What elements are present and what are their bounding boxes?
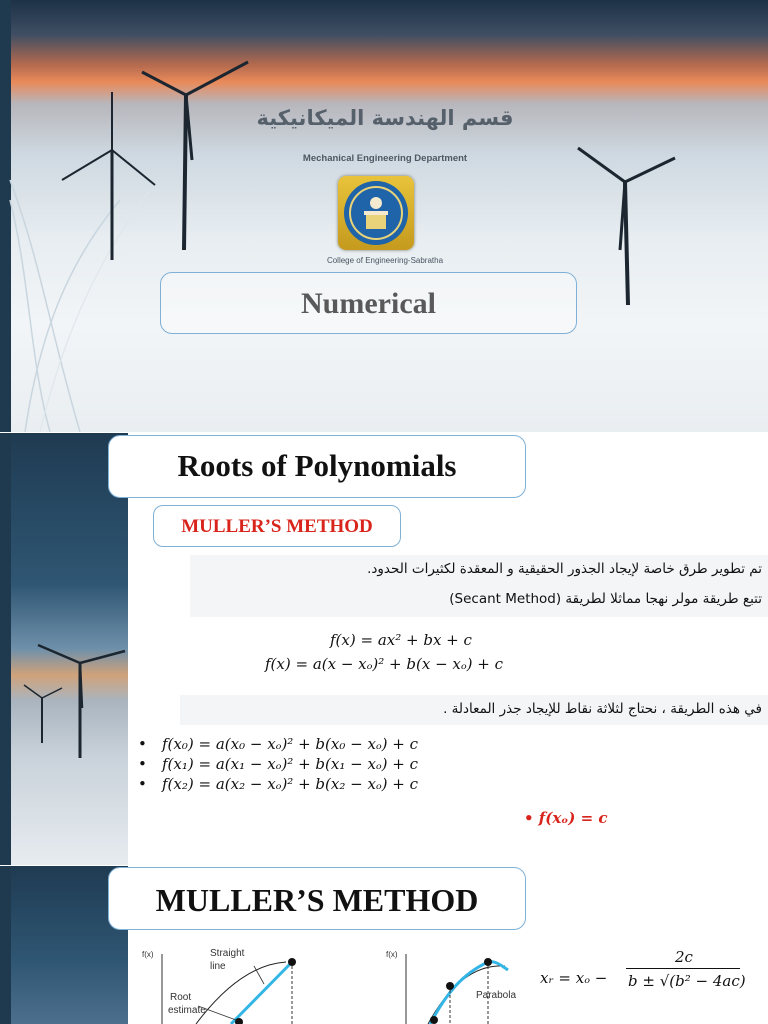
course-title: Numerical [301,287,436,320]
formula-numerator: 2c [675,948,693,966]
formula-lhs: xᵣ = xₒ − [540,969,608,987]
slide-header-box [108,435,526,498]
arabic-intro-box [190,555,768,617]
bullet-equation: f(x₁) = a(x₁ − xₒ)² + b(x₁ − xₒ) + c [162,755,419,773]
wind-turbine-icon [20,623,130,763]
arabic-line-1: تم تطوير طرق خاصة لإيجاد الجذور الحقيقية و المعقدة لكثيرات الحدود. [367,561,762,577]
course-title-box [160,272,577,334]
department-title-arabic: قسم الهندسة الميكانيكية [256,106,514,130]
muller-slide [0,866,768,1024]
graph-annotation: estimate [168,1005,206,1016]
method-label-box [153,505,401,547]
left-bar [0,866,11,1024]
bullet-equation: f(x₂) = a(x₂ − xₒ)² + b(x₂ − xₒ) + c [162,775,419,793]
side-panel [0,433,128,865]
slide-title: Roots of Polynomials [177,448,457,483]
equation-2: f(x) = a(x − xₒ)² + b(x − xₒ) + c [265,655,504,673]
slide-header-box [108,867,526,930]
university-logo [338,176,414,250]
graph-annotation: Straight [210,948,245,959]
bullet-equation: f(x₀) = a(x₀ − xₒ)² + b(x₀ − xₒ) + c [162,735,419,753]
left-bar [0,433,11,865]
arabic-note-box [180,695,768,725]
graph-annotation: line [210,961,226,972]
slide-title: MULLER’S METHOD [155,882,479,918]
parabola-graph [380,944,530,1024]
formula-denominator: b ± √(b² − 4ac) [628,972,746,990]
equation-1: f(x) = ax² + bx + c [330,631,472,649]
arabic-line-3: في هذه الطريقة ، نحتاج لثلاثة نقاط للإيجاد جذر المعادلة . [443,701,762,717]
result-equation: • f(xₒ) = c [524,809,608,827]
arabic-line-2: تتبع طريقة مولر نهجا مماثلا لطريقة (Secant Method) [449,591,762,607]
axis-label: f(x) [386,950,398,959]
department-title-english: Mechanical Engineering Department [302,153,468,164]
wind-turbine-icon [60,90,160,270]
wind-turbine-icon [570,140,690,310]
roots-slide [0,433,768,865]
title-slide [0,0,768,432]
college-name: College of Engineering-Sabratha [326,256,444,265]
graph-annotation: Root [170,992,192,1003]
axis-label: f(x) [142,950,154,959]
logo-emblem-icon [344,181,408,245]
method-label: MULLER’S METHOD [181,516,373,537]
graph-annotation: Parabola [476,990,517,1001]
